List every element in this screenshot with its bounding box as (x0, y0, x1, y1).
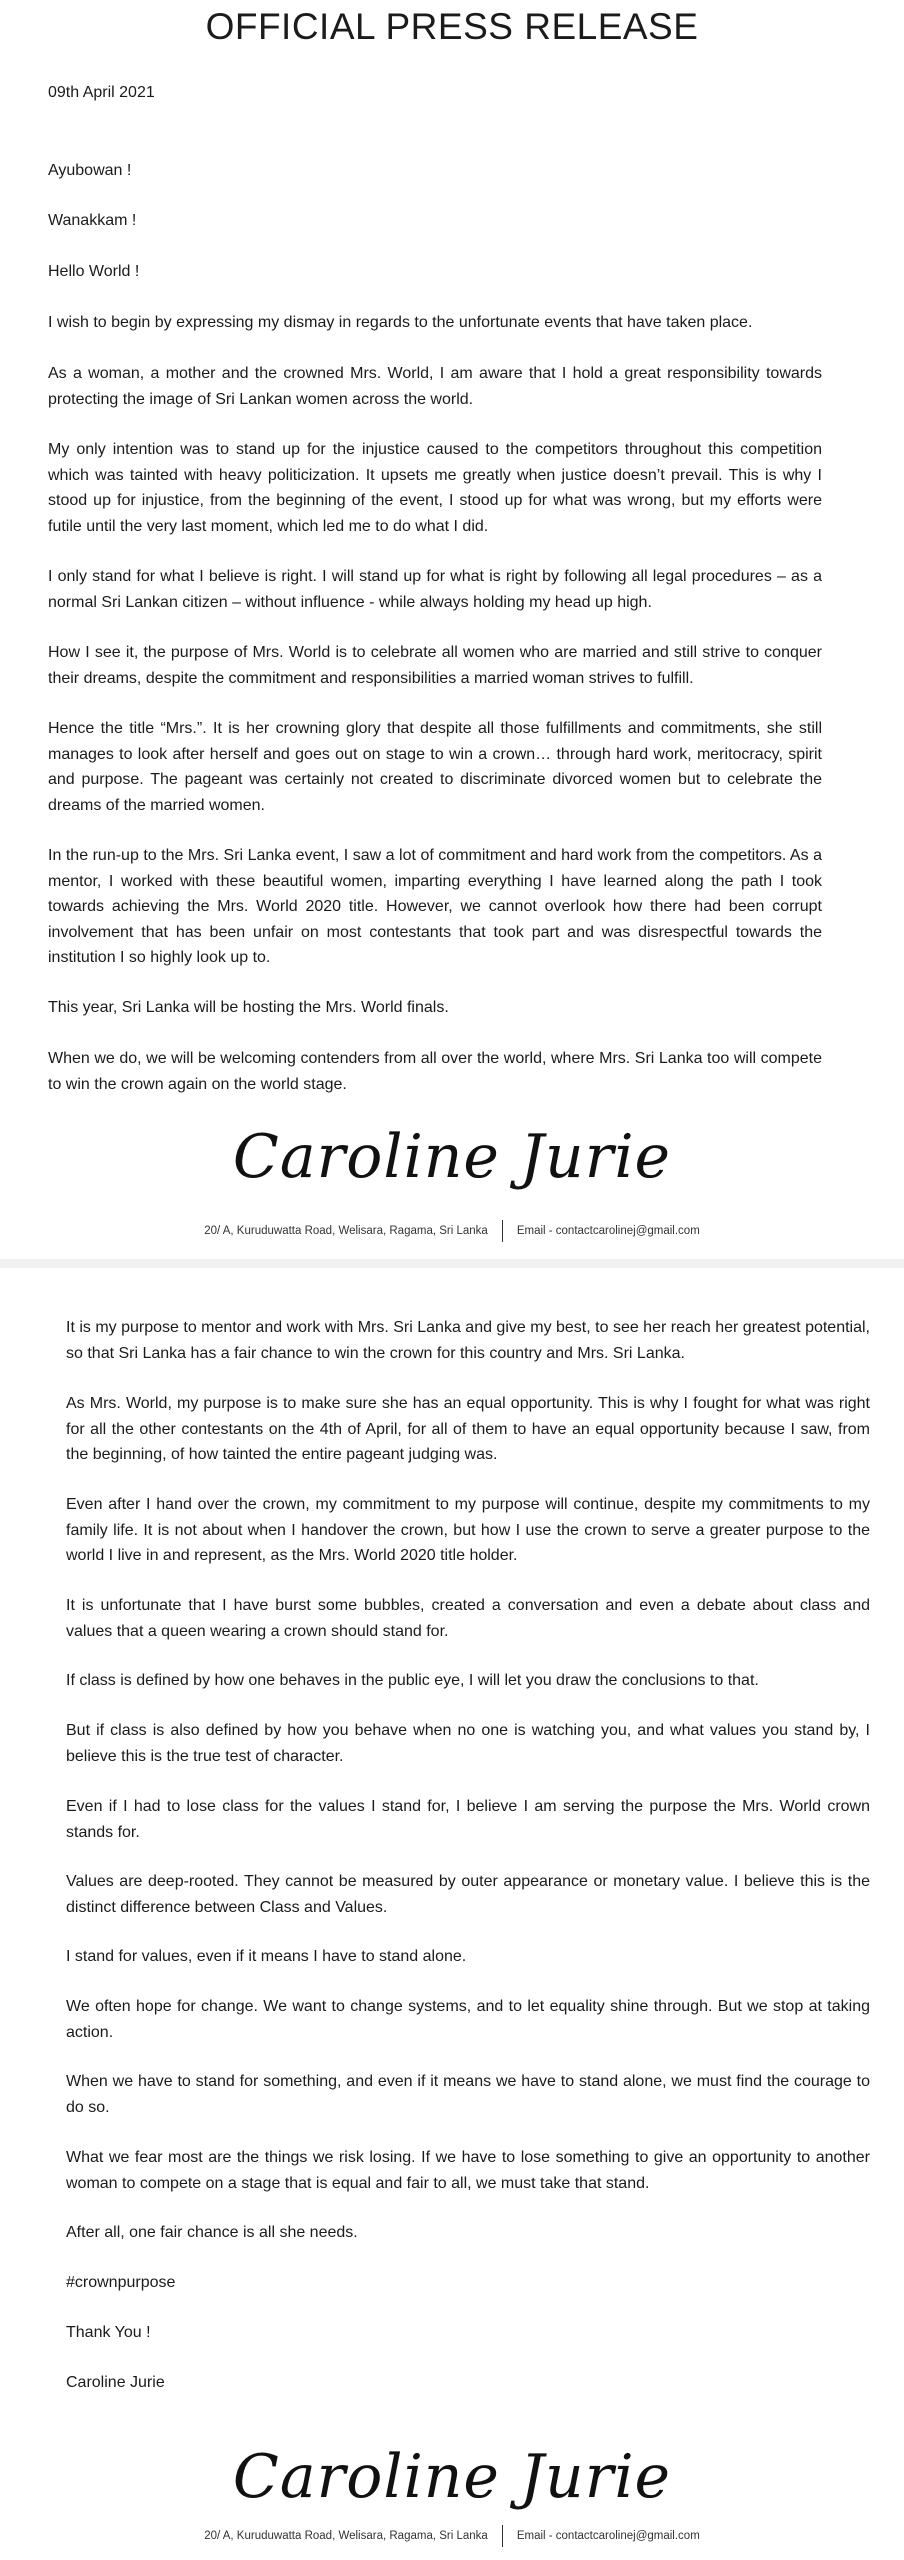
press-release-page-1 (0, 0, 904, 1259)
closing-thanks: Thank You ! (66, 2324, 151, 2341)
closing-name: Caroline Jurie (66, 2374, 165, 2391)
paragraph: It is unfortunate that I have burst some bubbles, created a conversation and even a debate about class and values that a queen wearing a crown should stand for. (66, 1597, 870, 1640)
paragraph: Even if I had to lose class for the values I stand for, I believe I am serving the purpose the Mrs. World crown stands for. (66, 1798, 870, 1841)
paragraph: Ayubowan ! (48, 162, 132, 179)
paragraph: Wanakkam ! (48, 212, 137, 229)
footer-email: Email - contactcarolinej@gmail.com (516, 2530, 700, 2542)
paragraph: I only stand for what I believe is right. I will stand up for what is right by following all legal procedures – as a normal Sri Lankan citizen – without influence - while always holding my head up high. (48, 568, 822, 611)
press-release-page-2 (0, 1268, 904, 2560)
paragraph: As Mrs. World, my purpose is to make sure she has an equal opportunity. This is why I fought for what was right for all the other contestants on the 4th of April, for all of them to have an equal opportunity because I saw, from the beginning, of how tainted the entire pageant judging was. (66, 1395, 870, 1463)
release-date: 09th April 2021 (48, 84, 155, 101)
signature: Caroline Jurie (232, 2442, 672, 2512)
paragraph: This year, Sri Lanka will be hosting the Mrs. World finals. (48, 999, 449, 1016)
paragraph: Values are deep-rooted. They cannot be measured by outer appearance or monetary value. I believe this is the distinct difference between Class and Values. (66, 1873, 870, 1916)
footer (0, 2525, 904, 2547)
paragraph: Hello World ! (48, 263, 140, 280)
footer-divider (502, 2525, 503, 2547)
paragraph: Hence the title “Mrs.”. It is her crowning glory that despite all those fulfillments and commitments, she still manages to look after herself and goes out on stage to win a crown… through hard work, meritocracy, spirit and purpose. The pageant was certainly not created to discriminate divorced women but to celebrate the dreams of the married women. (48, 720, 822, 814)
paragraph: If class is defined by how one behaves in the public eye, I will let you draw the conclusions to that. (66, 1672, 759, 1689)
footer-address: 20/ A, Kuruduwatta Road, Welisara, Ragama, Sri Lanka (204, 1225, 488, 1237)
footer (0, 1220, 904, 1242)
paragraph: When we have to stand for something, and even if it means we have to stand alone, we must find the courage to do so. (66, 2073, 870, 2116)
paragraph: It is my purpose to mentor and work with Mrs. Sri Lanka and give my best, to see her reach her greatest potential, so that Sri Lanka has a fair chance to win the crown for this country and Mrs. Sri Lanka. (66, 1319, 870, 1362)
paragraph: I wish to begin by expressing my dismay in regards to the unfortunate events that have taken place. (48, 314, 753, 331)
signature: Caroline Jurie (232, 1122, 672, 1192)
paragraph: As a woman, a mother and the crowned Mrs. World, I am aware that I hold a great responsibility towards protecting the image of Sri Lankan women across the world. (48, 365, 822, 408)
paragraph: When we do, we will be welcoming contenders from all over the world, where Mrs. Sri Lanka too will compete to win the crown again on the world stage. (48, 1050, 822, 1093)
paragraph: I stand for values, even if it means I have to stand alone. (66, 1948, 467, 1965)
paragraph: In the run-up to the Mrs. Sri Lanka event, I saw a lot of commitment and hard work from the competitors. As a mentor, I worked with these beautiful women, imparting everything I have learned along the path I took towards achieving the Mrs. World 2020 title. However, we cannot overlook how there had been corrupt involvement that has been unfair on most contestants that took part and was disrespectful towards the institution I so highly look up to. (48, 847, 822, 966)
paragraph: My only intention was to stand up for the injustice caused to the competitors throughout this competition which was tainted with heavy politicization. It upsets me greatly when justice doesn’t prevail. This is why I stood up for injustice, from the beginning of the event, I stood up for what was wrong, but my efforts were futile until the very last moment, which led me to do what I did. (48, 441, 822, 535)
footer-divider (502, 1220, 503, 1242)
paragraph: What we fear most are the things we risk losing. If we have to lose something to give an opportunity to another woman to compete on a stage that is equal and fair to all, we must take that stand. (66, 2149, 870, 2192)
hashtag: #crownpurpose (66, 2274, 176, 2291)
paragraph: But if class is also defined by how you behave when no one is watching you, and what values you stand by, I believe this is the true test of character. (66, 1722, 870, 1765)
paragraph: Even after I hand over the crown, my commitment to my purpose will continue, despite my commitments to my family life. It is not about when I handover the crown, but how I use the crown to serve a greater purpose to the world I live in and represent, as the Mrs. World 2020 title holder. (66, 1496, 870, 1564)
document-title: OFFICIAL PRESS RELEASE (205, 6, 699, 47)
paragraph: How I see it, the purpose of Mrs. World is to celebrate all women who are married and still strive to conquer their dreams, despite the commitment and responsibilities a married woman strives to fulfill. (48, 644, 822, 687)
paragraph: After all, one fair chance is all she needs. (66, 2224, 358, 2241)
footer-email: Email - contactcarolinej@gmail.com (516, 1225, 700, 1237)
paragraph: We often hope for change. We want to change systems, and to let equality shine through. But we stop at taking action. (66, 1998, 870, 2041)
footer-address: 20/ A, Kuruduwatta Road, Welisara, Ragama, Sri Lanka (204, 2530, 488, 2542)
